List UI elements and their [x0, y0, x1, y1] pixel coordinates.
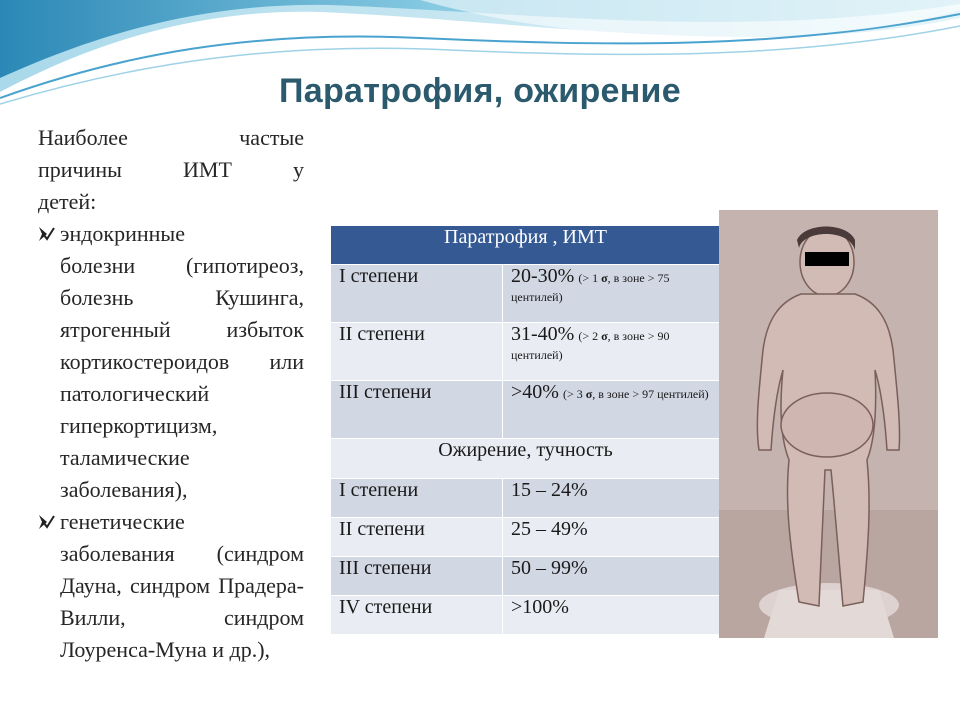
- table-header: Паратрофия , ИМТ: [331, 226, 721, 265]
- bullet-item-genetic: [38, 506, 304, 666]
- value-main: 20-30%: [511, 265, 575, 287]
- table-row: [331, 323, 721, 381]
- value-main: >40%: [511, 381, 559, 403]
- value-cell: 50 – 99%: [503, 557, 721, 596]
- patient-photo: [719, 210, 938, 638]
- arrow-check-bullet-icon: [38, 506, 58, 538]
- causes-text-block: [38, 122, 304, 720]
- note-prefix: (> 3: [562, 387, 586, 401]
- degree-cell: IV степени: [331, 596, 503, 635]
- value-cell: 15 – 24%: [503, 479, 721, 518]
- value-note: [563, 387, 709, 401]
- value-cell: >100%: [503, 596, 721, 635]
- bullet-first-line: генетические: [60, 509, 185, 534]
- bmi-degree-table: [330, 225, 721, 635]
- note-suffix: , в зоне > 75 центилей): [511, 271, 670, 304]
- note-prefix: (> 1: [578, 271, 602, 285]
- degree-cell: I степени: [331, 265, 503, 323]
- table-row: [331, 265, 721, 323]
- degree-cell: III степени: [331, 557, 503, 596]
- table-subheader-row: [331, 439, 721, 479]
- slide-title: Паратрофия, ожирение: [279, 72, 681, 110]
- value-main: 31-40%: [511, 323, 575, 345]
- patient-photo-illustration: [719, 210, 938, 638]
- table-header-row: [331, 226, 721, 265]
- value-cell: 25 – 49%: [503, 518, 721, 557]
- table-row: [331, 381, 721, 439]
- sigma-symbol: σ: [601, 271, 608, 285]
- bullet-item-endocrine: [38, 218, 304, 506]
- bullet-text: болезни (гипотиреоз, болезнь Кушинга, ятрогенный избыток кортикостероидов или патологический гиперкортицизм, таламические заболевания),: [60, 253, 304, 502]
- bullet-text: заболевания (синдром Дауна, синдром Прадера-Вилли, синдром Лоуренса-Муна и др.),: [60, 541, 304, 662]
- table-subheader: Ожирение, тучность: [331, 439, 721, 479]
- value-cell: [503, 265, 721, 323]
- degree-cell: II степени: [331, 323, 503, 381]
- intro-line-1: Наиболее частые: [38, 125, 304, 150]
- degree-cell: I степени: [331, 479, 503, 518]
- value-cell: [503, 323, 721, 381]
- arrow-check-bullet-icon: [38, 218, 58, 250]
- degree-cell: III степени: [331, 381, 503, 439]
- degree-cell: II степени: [331, 518, 503, 557]
- table-row: [331, 518, 721, 557]
- note-suffix: , в зоне > 97 центилей): [592, 387, 709, 401]
- sigma-symbol: σ: [601, 329, 608, 343]
- intro-line-3: детей:: [38, 189, 97, 214]
- table-row: [331, 596, 721, 635]
- table-row: [331, 557, 721, 596]
- bullet-first-line: эндокринные: [60, 221, 185, 246]
- value-cell: [503, 381, 721, 439]
- intro-line-2: причины ИМТ у: [38, 157, 304, 182]
- sigma-symbol: σ: [585, 387, 593, 401]
- table-row: [331, 479, 721, 518]
- note-prefix: (> 2: [578, 329, 602, 343]
- note-suffix: , в зоне > 90 центилей): [511, 329, 670, 362]
